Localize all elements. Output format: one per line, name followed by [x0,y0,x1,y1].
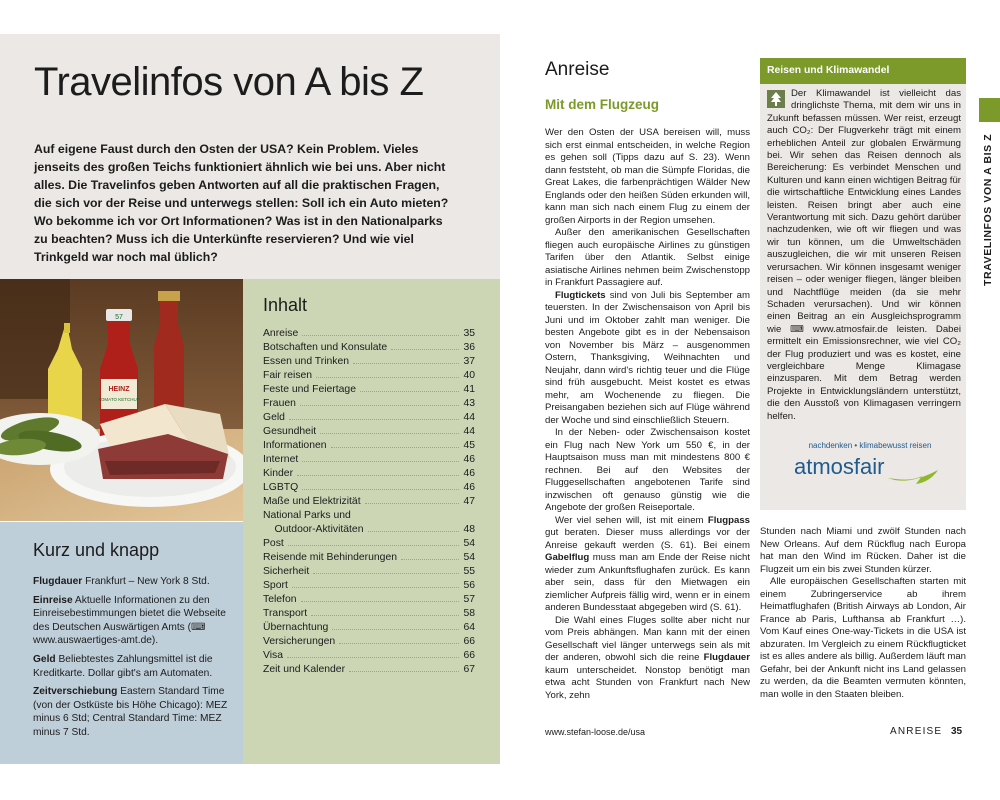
toc-page: 46 [463,468,475,479]
toc-label: Anreise [263,328,299,339]
toc-page: 35 [463,328,475,339]
toc-page: 44 [463,426,475,437]
toc-label: Übernachtung [263,622,329,633]
chapter-side-label-text: TRAVELINFOS VON A BIS Z [982,133,994,286]
toc-page: 37 [463,356,475,367]
kurz-label: Geld [33,653,56,665]
toc-row[interactable] [263,412,475,426]
toc-row[interactable] [263,664,475,678]
toc-label: Versicherungen [263,636,336,647]
toc-row[interactable] [263,398,475,412]
toc-row[interactable] [263,566,475,580]
kurz-entry-einreise [33,594,238,648]
toc-leader [287,657,459,658]
toc-leader [391,349,459,350]
body-paragraph: Stunden nach Miami und zwölf Stunden nach New Orleans. Auf dem Rückflug nach Europa hat man den Wind im Rücken. Daher ist die Flugzeit um ein bis zwei Stunden kürzer. [760,526,966,575]
toc-row[interactable] [263,440,475,454]
kurz-label: Zeitverschiebung [33,686,118,698]
toc-row[interactable] [263,426,475,440]
toc-row[interactable] [263,650,475,664]
toc-label: Post [263,538,284,549]
footer-url[interactable]: www.stefan-loose.de/usa [545,727,646,737]
toc-leader [331,447,460,448]
toc-label: Reisende mit Behinderungen [263,552,398,563]
klimawandel-box [760,58,966,510]
toc-leader [401,559,459,560]
toc-leader [320,433,459,434]
kurz-text: Beliebtestes Zahlungsmittel ist die Kreditkarte. Dollar gibt's am Automaten. [33,653,213,679]
toc-leader [311,615,459,616]
toc-label: Frauen [263,398,296,409]
body-paragraph: Flugtickets sind von Juli bis September am teuersten. In der Zwischensaison von April bis Juni und im Oktober zahlt man weniger. Die besten Angebote gibt es in der Nebensaison von November bis März – ausgenommen Ostern, Thanksgiving, Weihnachten und Neujahr, dann wird's richtig teuer und die Flüge sind früh ausgebucht. Meist kostet es etwas mehr, am Wochenende zu fliegen. Die Preisangaben beziehen sich auf Flüge während der Woche und sind einschließlich Steuern. [545,289,750,426]
tree-icon [767,90,785,108]
toc-row[interactable] [263,636,475,650]
toc-page: 48 [463,524,475,535]
kurz-text: Eastern Standard Time (von der Ostküste bis Höhe Chicago): MEZ minus 6 Std; Central Standard Time: MEZ minus 7 Std. [33,686,228,738]
heinz-label-bottom: TOMATO KETCHUP [98,397,140,402]
toc-leader [292,587,460,588]
toc-row[interactable] [263,622,475,636]
toc-label: National Parks und [263,510,351,521]
toc-leader [368,531,460,532]
toc-leader [353,363,459,364]
chapter-side-label [971,128,1000,288]
footer-section: ANREISE [890,726,943,737]
toc-leader [289,419,459,420]
toc-page: 46 [463,482,475,493]
toc-leader [332,629,459,630]
toc-page: 55 [463,566,475,577]
atmosfair-logo [790,438,950,498]
toc-leader [365,503,460,504]
body-paragraph: Wer den Osten der USA bereisen will, muss sich erst einmal entscheiden, in welche Region es gehen soll (Tipps dazu auf S. 23). Wenn dann feststeht, ob man die Sümpfe Floridas, die Great Lakes, die farbenprächtigen Wälder New Englands oder den heißen Süden erkunden will, kann man sich nach einem Flug zu einem der großen Airports in der Region umsehen. [545,127,750,226]
toc-label: Gesundheit [263,426,317,437]
toc-leader [288,545,460,546]
subsection-title: Mit dem Flugzeug [545,97,659,112]
toc-label: Transport [263,608,308,619]
intro-text: Auf eigene Faust durch den Osten der USA? Kein Problem. Vieles jenseits des großen Teichs funktioniert ähnlich wie bei uns. Aber nicht alles. Die Travelinfos geben Antworten auf all die praktischen Fragen, die sich vor der Reise und unterwegs stellen: Soll ich ein Auto mieten? Wo bekomme ich vor Ort Informationen? Was ist in den Nationalparks zu beachten? Muss ich die Unterkünfte reservieren? Und wie viel Trinkgeld war noch mal üblich? [34,142,449,264]
toc-page: 57 [463,594,475,605]
klimawandel-title: Reisen und Klimawandel [760,58,966,84]
toc-label: Geld [263,412,285,423]
toc-label: Outdoor-Aktivitäten [263,524,364,535]
toc-row[interactable] [263,594,475,608]
toc-page: 66 [463,650,475,661]
kurz-label: Einreise [33,594,73,606]
toc-label: Internet [263,454,299,465]
toc-row[interactable] [263,384,475,398]
kurz-entry-zeitverschiebung [33,685,238,739]
toc-page: 46 [463,454,475,465]
kurz-text: Frankfurt – New York 8 Std. [82,576,210,587]
toc-leader [297,475,459,476]
toc-leader [349,671,459,672]
kurz-und-knapp-panel [0,522,243,764]
kurz-entry-flugdauer [33,575,238,589]
toc-row[interactable] [263,328,475,342]
body-paragraph: Außer den amerikanischen Gesellschaften fliegen auch europäische Airlines zu günstigen Tarifen über den Atlantik. Selbst einige asiatische Airlines nehmen beim Zwischenstopp in Frankfurt Passagiere auf. [545,227,750,288]
toc-page: 47 [463,496,475,507]
toc-page: 40 [463,370,475,381]
toc-row[interactable] [263,454,475,468]
toc-label: Botschaften und Konsulate [263,342,388,353]
toc-row[interactable] [263,468,475,482]
toc-label: Feste und Feiertage [263,384,356,395]
toc-label: Fair reisen [263,370,313,381]
kurz-entry-geld [33,653,238,680]
toc-label: Sport [263,580,288,591]
toc-row[interactable] [263,538,475,552]
klimawandel-body: Der Klimawandel ist vielleicht das dringlichste Thema, mit dem wir uns in Zukunft befassen müssen. Wer reist, erzeugt auch CO₂: Der Flugverkehr trägt mit einem erheblichen Anteil zur globalen Erwärmung bei. Wir sehen das Reisen dennoch als Bereicherung: Es verbindet Menschen und Kulturen und kann einen wichtigen Beitrag für die wirtschaftliche Entwicklung eines Landes leisten. Reisen bringt aber auch eine Verantwortung mit sich. Dazu gehört darüber nachzudenken, wie oft wir fliegen und was wir tun können, um die Umweltschäden auszugleichen, die wir mit unseren Reisen verursachen. Wir können insgesamt weniger reisen – oder weniger fliegen, länger bleiben und Nachtflüge meiden (da sie mehr Schaden verursachen). Und wir können einen Beitrag an ein Ausgleichsprogramm wie ⌨ www.atmosfair.de leisten. Dabei ermittelt ein Emissionsrechner, wie viel CO₂ der Flug produziert und was es kostet, eine vergleichbare Menge Klimagase einzusparen. Mit dem Betrag werden Projekte in Entwicklungsländern unterstützt, die den Ausstoß von Klimagasen verringern helfen. [767,88,961,422]
body-column-1 [545,127,750,702]
toc-page: 43 [463,398,475,409]
toc-page: 66 [463,636,475,647]
inhalt-title: Inhalt [263,295,308,315]
toc-leader [339,643,459,644]
toc-row[interactable] [263,524,475,538]
toc-label: LGBTQ [263,482,299,493]
cap-number: 57 [115,314,123,321]
body-paragraph: Wer viel sehen will, ist mit einem Flugpass gut beraten. Dieser muss allerdings vor der Anreise gekauft werden (S. 61). Bei einem Gabelflug muss man am Ende der Reise nicht wieder zum Ankunftsflughafen zurück. Es kann aber sein, dass für den Mietwagen ein ziemlicher Aufpreis fällig wird, wenn er in einem anderen Bundesstaat abgegeben wird (S. 61). [545,514,750,613]
toc-leader [316,377,459,378]
toc-leader [360,391,459,392]
kurz-text: Aktuelle Informationen zu den Einreisebestimmungen bietet die Webseite des Deutschen Auswärtigen Amts (⌨ www.auswaertiges-amt.de). [33,594,226,647]
toc-row[interactable] [263,482,475,496]
body-paragraph: Alle europäischen Gesellschaften starten mit einem Zubringerservice ab ihrem Heimatflughafen (British Airways ab London, Air France ab Paris, Lufthansa ab Frankfurt …). Vom Kauf eines One-way-Tickets in die USA ist abzuraten. Im Vergleich zu einem Rückflugticket ist es alles andere als billig. Außerdem läuft man Gefahr, bei der Ankunft nicht ins Land gelassen zu werden, da die Beamten vermuten könnten, man wolle in den Staaten bleiben. [760,576,966,700]
toc-page: 67 [463,664,475,675]
toc-row[interactable] [263,608,475,622]
toc-leader [300,405,460,406]
toc-page: 45 [463,440,475,451]
toc-label: Zeit und Kalender [263,664,346,675]
toc-page: 56 [463,580,475,591]
toc-label: Kinder [263,468,294,479]
heinz-label-top: HEINZ [108,386,130,393]
toc-page: 44 [463,412,475,423]
klimawandel-text [767,88,961,423]
toc-row[interactable] [263,342,475,356]
pastrami-sandwich-photo [0,279,243,521]
body-paragraph: Die Wahl eines Fluges sollte aber nicht nur vom Preis abhängen. Man kann mit der einen Gesellschaft viel länger unterwegs sein als mit der anderen, obwohl sich die reine Flugdauer kaum unterscheidet. Nonstop benötigt man etwa acht Stunden von Frankfurt nach New York, zehn [545,614,750,701]
toc-row[interactable] [263,356,475,370]
toc-page: 58 [463,608,475,619]
kurz-label: Flugdauer [33,576,83,587]
toc-page: 41 [463,384,475,395]
toc-row[interactable] [263,510,475,524]
chapter-tab [979,98,1000,122]
toc-page: 54 [463,552,475,563]
toc-page: 36 [463,342,475,353]
body-column-2 [760,526,966,701]
toc-label: Sicherheit [263,566,310,577]
toc-label: Visa [263,650,284,661]
atmosfair-wordmark: atmosfair [794,454,885,479]
toc-label: Maße und Elektrizität [263,496,361,507]
toc-leader [313,573,459,574]
body-paragraph: In der Neben- oder Zwischensaison kostet ein Flug nach New York um 550 €, in der Hauptsaison muss man mit mindestens 800 € rechnen. Bei auf den Websites der Fluggesellschaften angebotenen Tarife sind inzwischen oft genauso günstig wie die Angebote der großen Reiseportale. [545,427,750,513]
section-title: Anreise [545,59,610,80]
toc-row[interactable] [263,580,475,594]
table-of-contents [263,328,475,678]
toc-row[interactable] [263,552,475,566]
toc-row[interactable] [263,496,475,510]
toc-page: 64 [463,622,475,633]
toc-leader [302,489,459,490]
page-number: 35 [951,726,963,737]
toc-leader [302,461,459,462]
toc-leader [301,601,460,602]
toc-label: Essen und Trinken [263,356,350,367]
toc-page: 54 [463,538,475,549]
kurz-title: Kurz und knapp [33,540,160,560]
toc-leader [302,335,459,336]
toc-label: Informationen [263,440,327,451]
toc-row[interactable] [263,370,475,384]
toc-label: Telefon [263,594,297,605]
inhalt-panel [243,279,500,764]
page-title: Travelinfos von A bis Z [34,60,424,104]
atmosfair-tagline: nachdenken • klimabewusst reisen [808,441,932,450]
